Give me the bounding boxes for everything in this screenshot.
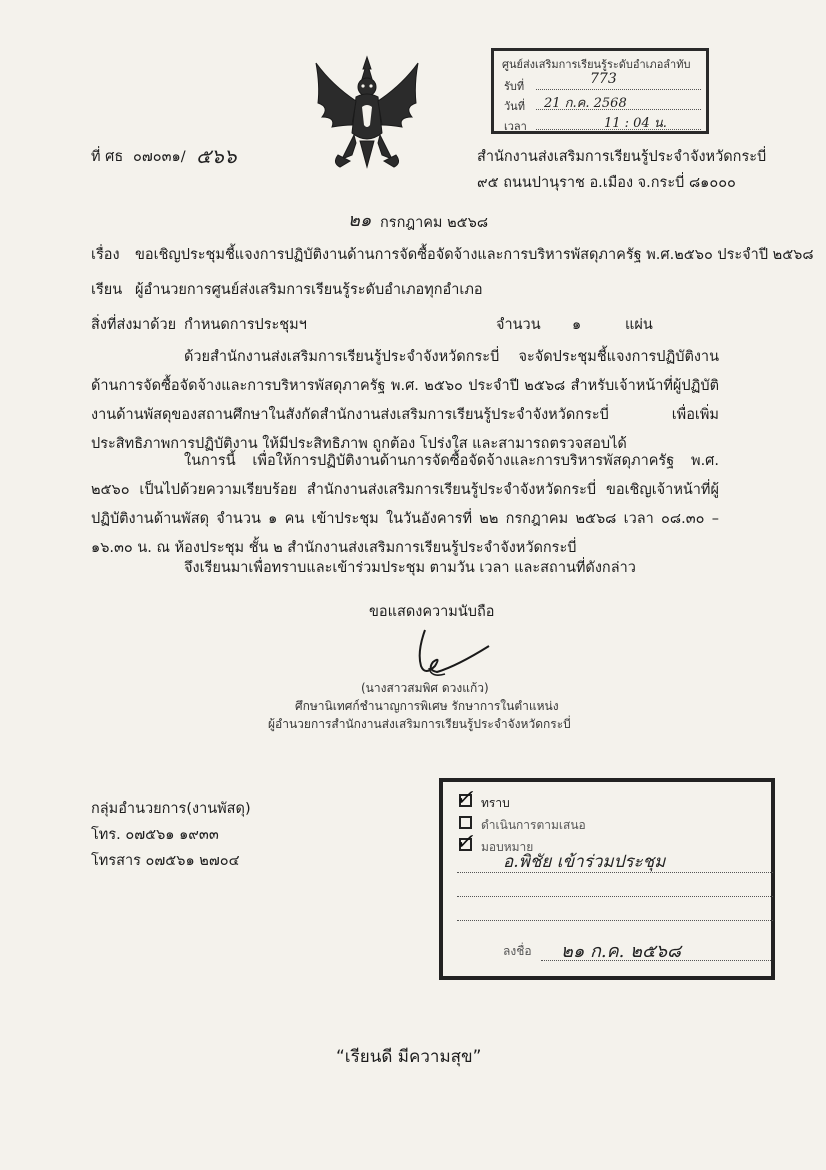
checkbox-proceed bbox=[459, 816, 472, 829]
assignee-handwritten: อ.พิชัย เข้าร่วมประชุม bbox=[503, 852, 666, 872]
closing: ขอแสดงความนับถือ bbox=[369, 604, 495, 620]
check-mark-icon: ✓ bbox=[455, 830, 474, 855]
option-acknowledge: ทราบ bbox=[481, 796, 510, 810]
enclosure: กำหนดการประชุมฯ bbox=[184, 317, 307, 333]
check-mark-icon: ✓ bbox=[455, 786, 474, 811]
body-paragraph-2: ในการนี้ เพื่อให้การปฏิบัติงานด้านการจัดซื้อจัดจ้างและการบริหารพัสดุภาครัฐ พ.ศ. ๒๕๖๐ เป็นไปด้วยความเรียบร้อย สำนักงานส่งเสริมการเรียนรู้ประจำจังหวัดกระบี่ ขอเชิญเจ้าหน้าที่ผู้ปฏิบัติงานด้านพัสดุ จำนวน ๑ คน เข้าประชุม ในวันอังคารที่ ๒๒ กรกฎาคม ๒๕๖๘ เวลา ๐๘.๓๐ – ๑๖.๓๐ น. ณ ห้องประชุม ชั้น ๒ สำนักงานส่งเสริมการเรียนรู้ประจำจังหวัดกระบี่ bbox=[91, 453, 719, 556]
date-day-handwritten: ๒๑ bbox=[348, 210, 372, 231]
doc-number-label: ที่ ศธ bbox=[91, 149, 124, 165]
sign-label: ลงชื่อ bbox=[503, 944, 532, 958]
stamp-received-no: 773 bbox=[590, 71, 617, 87]
count-label: จำนวน bbox=[496, 317, 541, 333]
routing-box bbox=[439, 778, 775, 980]
contact-tel: โทร. ๐๗๕๖๑ ๑๙๓๓ bbox=[91, 827, 219, 843]
to-label: เรียน bbox=[91, 282, 123, 298]
subject-label: เรื่อง bbox=[91, 247, 120, 263]
signer-name: (นางสาวสมพิศ ดวงแก้ว) bbox=[361, 681, 489, 695]
option-proceed: ดำเนินการตามเสนอ bbox=[481, 818, 586, 832]
enclosure-label: สิ่งที่ส่งมาด้วย bbox=[91, 317, 177, 333]
stamp-date-label: วันที่ bbox=[504, 100, 525, 113]
stamp-date: 21 ก.ค. 2568 bbox=[544, 96, 627, 111]
signer-position-1: ศึกษานิเทศก์ชำนาญการพิเศษ รักษาการในตำแหน่ง bbox=[295, 699, 559, 713]
stamp-received-label: รับที่ bbox=[504, 80, 525, 93]
sign-date-handwritten: ๒๑ ก.ค. ๒๕๖๘ bbox=[561, 941, 681, 962]
motto: “เรียนดี มีความสุข” bbox=[336, 1047, 482, 1067]
to-recipient: ผู้อำนวยการศูนย์ส่งเสริมการเรียนรู้ระดับอำเภอทุกอำเภอ bbox=[135, 282, 483, 298]
receipt-stamp bbox=[491, 48, 709, 134]
count-unit: แผ่น bbox=[625, 317, 653, 333]
office-name: สำนักงานส่งเสริมการเรียนรู้ประจำจังหวัดกระบี่ bbox=[477, 149, 767, 165]
contact-department: กลุ่มอำนวยการ(งานพัสดุ) bbox=[91, 801, 251, 817]
signer-position-2: ผู้อำนวยการสำนักงานส่งเสริมการเรียนรู้ประจำจังหวัดกระบี่ bbox=[268, 717, 571, 731]
count: ๑ bbox=[572, 317, 582, 333]
doc-number-handwritten: ๕๖๖ bbox=[196, 144, 237, 168]
office-address: ๙๕ ถนนปานุราช อ.เมือง จ.กระบี่ ๘๑๐๐๐ bbox=[477, 175, 736, 191]
subject: ขอเชิญประชุมชี้แจงการปฏิบัติงานด้านการจัดซื้อจัดจ้างและการบริหารพัสดุภาครัฐ พ.ศ.๒๕๖๐ ประจำปี ๒๕๖๘ bbox=[135, 247, 814, 263]
stamp-title: ศูนย์ส่งเสริมการเรียนรู้ระดับอำเภอลำทับ bbox=[502, 58, 691, 71]
garuda-emblem-icon bbox=[312, 55, 422, 175]
option-assign: มอบหมาย bbox=[481, 840, 534, 854]
contact-fax: โทรสาร ๐๗๕๖๑ ๒๗๐๔ bbox=[91, 853, 240, 869]
stamp-time: 11 : 04 น. bbox=[604, 116, 667, 131]
body-paragraph-1: ด้วยสำนักงานส่งเสริมการเรียนรู้ประจำจังหวัดกระบี่ จะจัดประชุมชี้แจงการปฏิบัติงานด้านการจัดซื้อจัดจ้างและการบริหารพัสดุภาครัฐ พ.ศ. ๒๕๖๐ ประจำปี ๒๕๖๘ สำหรับเจ้าหน้าที่ผู้ปฏิบัติงานด้านพัสดุของสถานศึกษาในสังกัดสำนักงานส่งเสริมการเรียนรู้ประจำจังหวัดกระบี่ เพื่อเพิ่มประสิทธิภาพการปฏิบัติงาน ให้มีประสิทธิภาพ ถูกต้อง โปร่งใส และสามารถตรวจสอบได้ bbox=[91, 349, 719, 452]
body-paragraph-3: จึงเรียนมาเพื่อทราบและเข้าร่วมประชุม ตามวัน เวลา และสถานที่ดังกล่าว bbox=[184, 560, 636, 576]
doc-number: ๐๗๐๓๑/ bbox=[133, 149, 186, 165]
signature-icon bbox=[395, 622, 495, 680]
stamp-time-label: เวลา bbox=[504, 120, 527, 133]
date-text: กรกฎาคม ๒๕๖๘ bbox=[380, 215, 489, 231]
